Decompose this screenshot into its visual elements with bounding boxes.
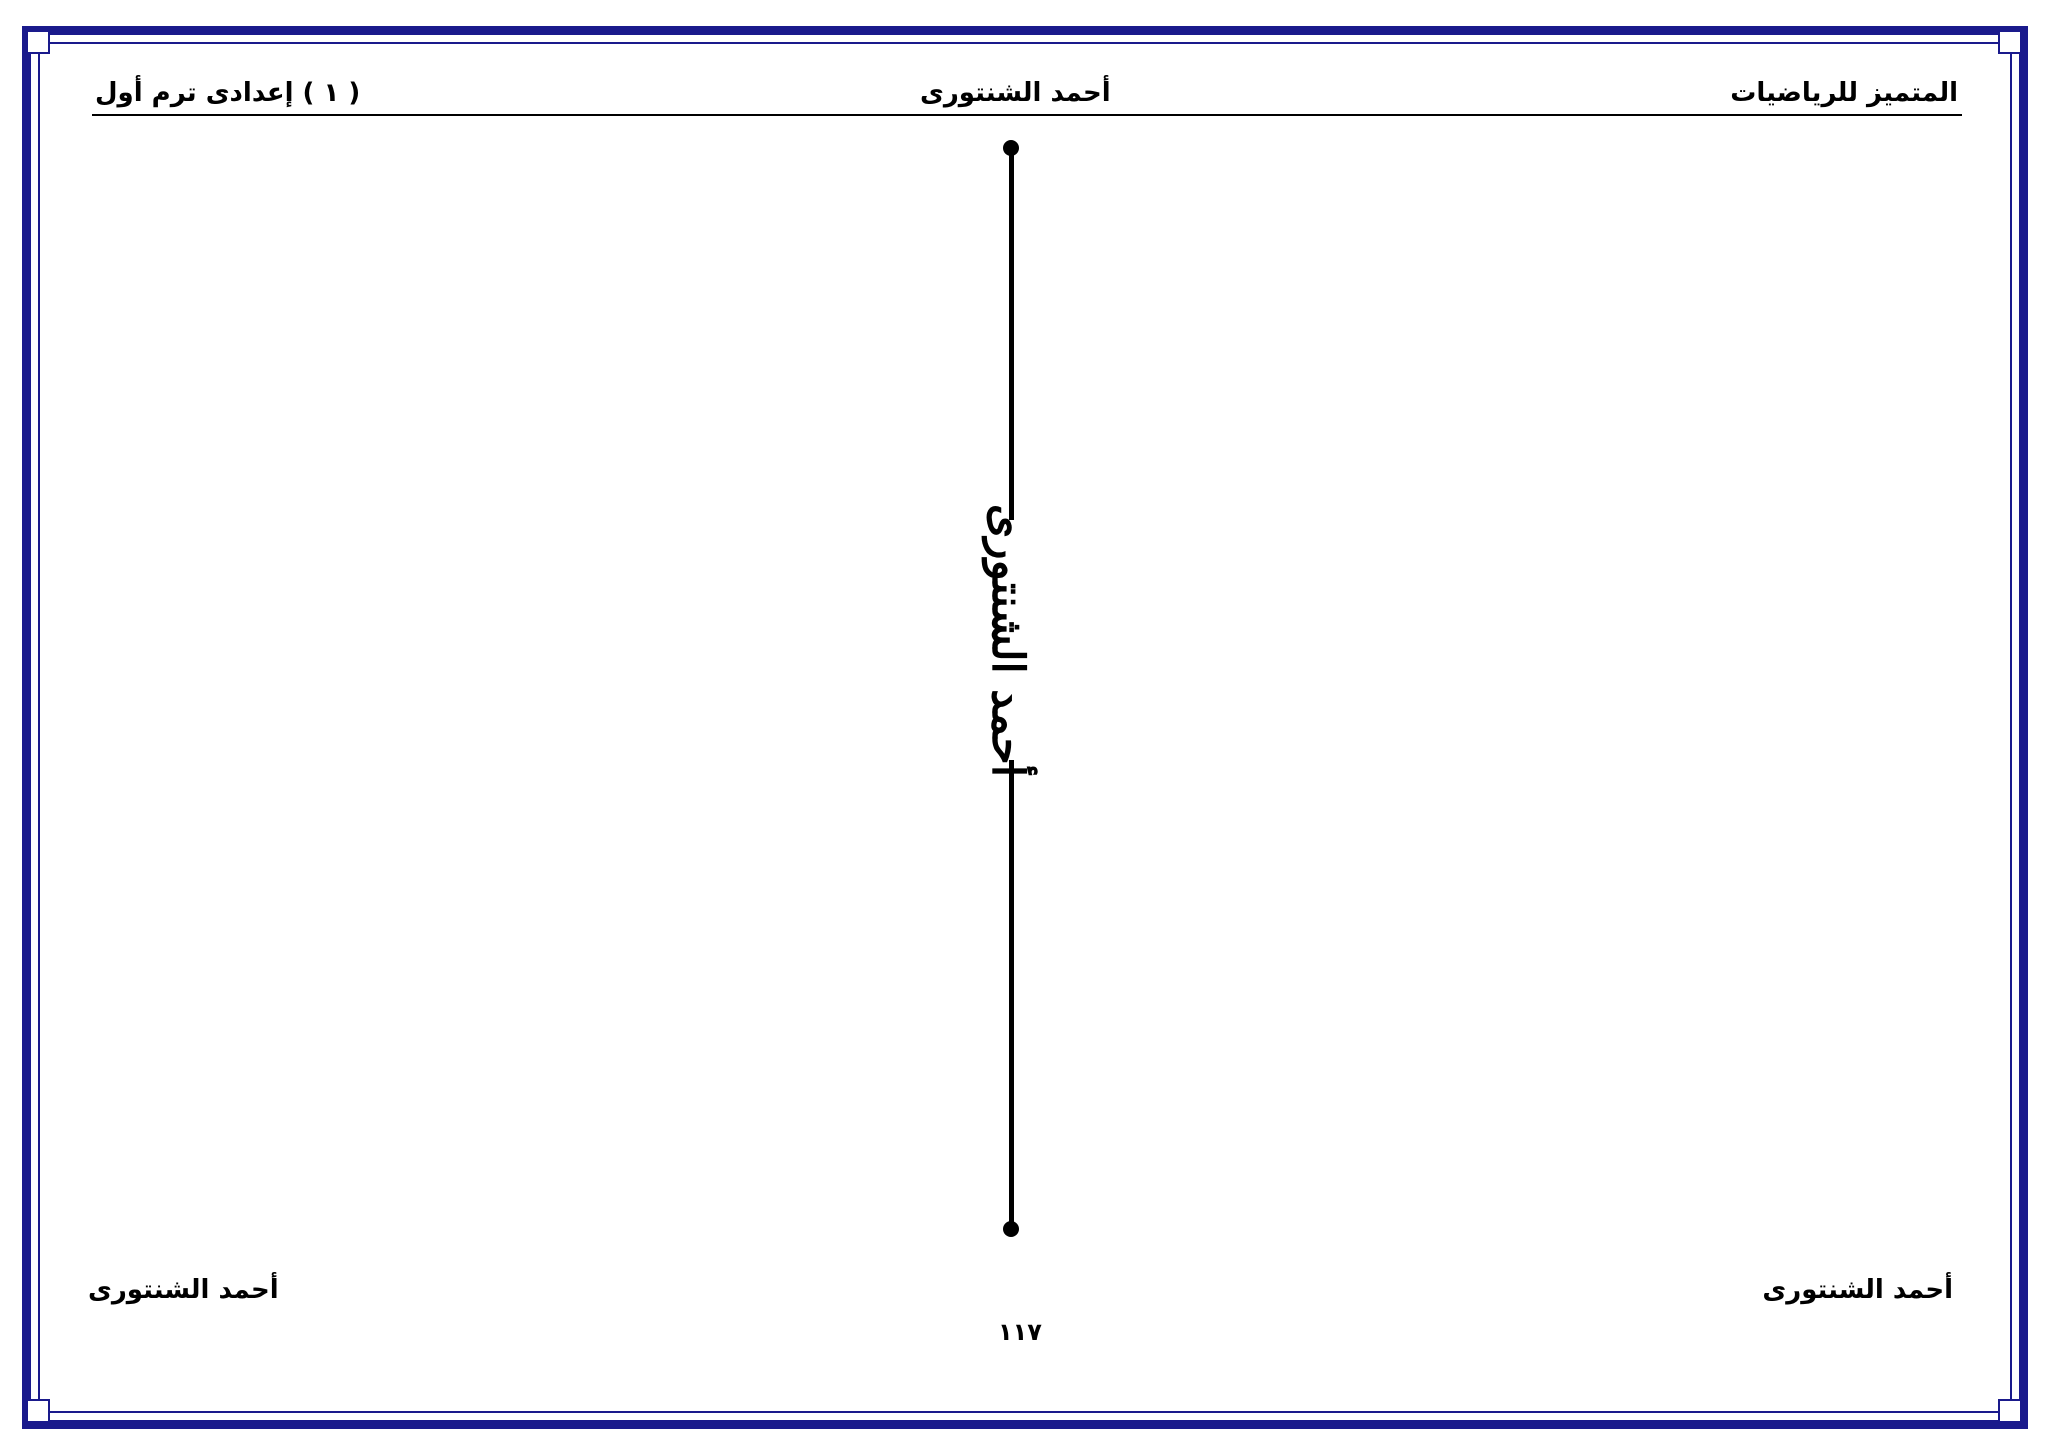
header-left: ( ١ ) إعدادى ترم أول	[95, 78, 361, 108]
page-number: ١١٧	[998, 1318, 1042, 1346]
frame-corner	[26, 1399, 50, 1423]
header-rule	[92, 114, 1962, 116]
frame-corner	[26, 30, 50, 54]
footer-right: أحمد الشنتورى	[1762, 1275, 1953, 1305]
frame-corner	[1998, 30, 2022, 54]
footer-left: أحمد الشنتورى	[88, 1275, 279, 1305]
divider-dot-bottom	[1003, 1221, 1019, 1237]
spine-author-name: أحمد الشنتورى	[958, 520, 1058, 760]
divider-dot-top	[1003, 140, 1019, 156]
frame-corner	[1998, 1399, 2022, 1423]
header-right: المتميز للرياضيات	[1730, 78, 1958, 108]
header-center: أحمد الشنتورى	[920, 78, 1111, 108]
